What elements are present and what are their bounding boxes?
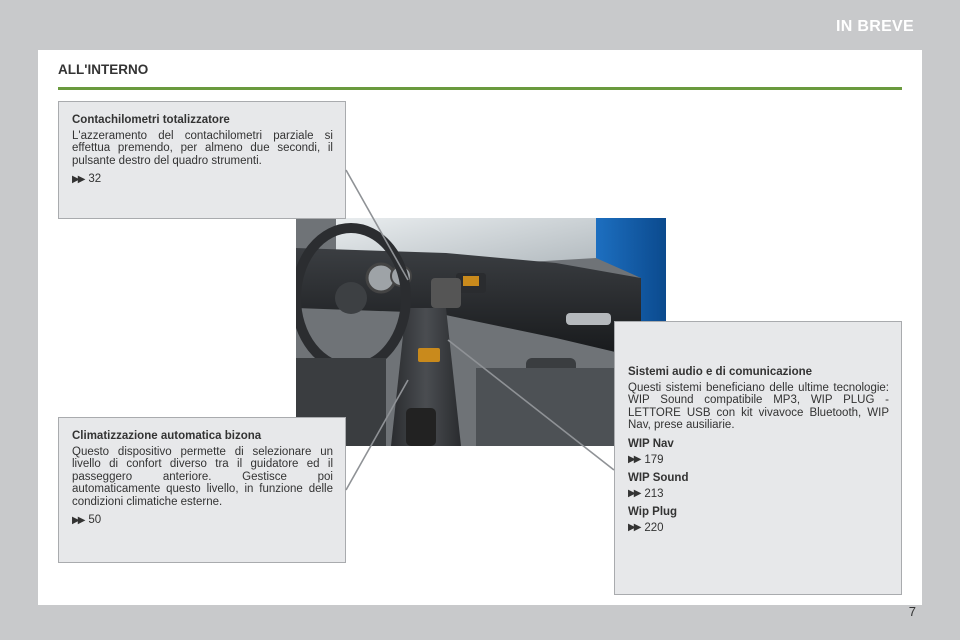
wip-nav-ref-number: 179: [644, 453, 664, 466]
double-arrow-icon: ▶▶: [72, 514, 84, 526]
climate-info-box: [58, 417, 346, 563]
double-arrow-icon: ▶▶: [72, 173, 84, 185]
wip-plug-page-ref[interactable]: [628, 522, 889, 534]
dashboard-illustration: [296, 218, 666, 446]
page: [38, 50, 922, 605]
odometer-text: L'azzeramento del contachilometri parziale si effettua premendo, per almeno due secondi, il pulsante destro del quadro strumenti.: [72, 130, 333, 167]
wip-plug-ref-number: 220: [644, 521, 664, 534]
odometer-title: Contachilometri totalizzatore: [72, 114, 230, 126]
double-arrow-icon: ▶▶: [628, 522, 640, 534]
footer-band: [0, 605, 960, 640]
double-arrow-icon: ▶▶: [628, 454, 640, 466]
wip-sound-ref-number: 213: [644, 487, 664, 500]
wip-sound-label: WIP Sound: [628, 471, 689, 484]
climate-ref-number: 50: [88, 514, 102, 527]
chapter-title: IN BREVE: [836, 18, 914, 35]
audio-title: Sistemi audio e di comunicazione: [628, 366, 813, 378]
wip-sound-page-ref[interactable]: [628, 488, 889, 500]
wip-nav-page-ref[interactable]: [628, 454, 889, 466]
section-rule: [58, 87, 902, 90]
climate-title: Climatizzazione automatica bizona: [72, 430, 262, 442]
odometer-ref-number: 32: [88, 173, 102, 186]
odometer-info-box: [58, 101, 346, 219]
audio-info-box: [614, 321, 902, 595]
page-number: 7: [908, 604, 916, 619]
double-arrow-icon: ▶▶: [628, 488, 640, 500]
audio-text: Questi sistemi beneficiano delle ultime tecnologie: WIP Sound compatibile MP3, WIP PLUG - LETTORE USB con kit vivavoce Bluetooth, WIP Nav, prese ausiliarie.: [628, 382, 889, 432]
header-band: [0, 0, 960, 50]
wip-plug-label: Wip Plug: [628, 505, 678, 518]
climate-page-ref[interactable]: [72, 514, 333, 526]
section-title: ALL'INTERNO: [58, 62, 149, 77]
wip-nav-label: WIP Nav: [628, 437, 674, 450]
climate-text: Questo dispositivo permette di selezionare un livello di confort diverso tra il guidatore ed il passeggero anteriore. Gestisce poi automaticamente questo livello, in funzione delle condizioni climatiche esterne.: [72, 446, 333, 508]
odometer-page-ref[interactable]: [72, 173, 333, 185]
